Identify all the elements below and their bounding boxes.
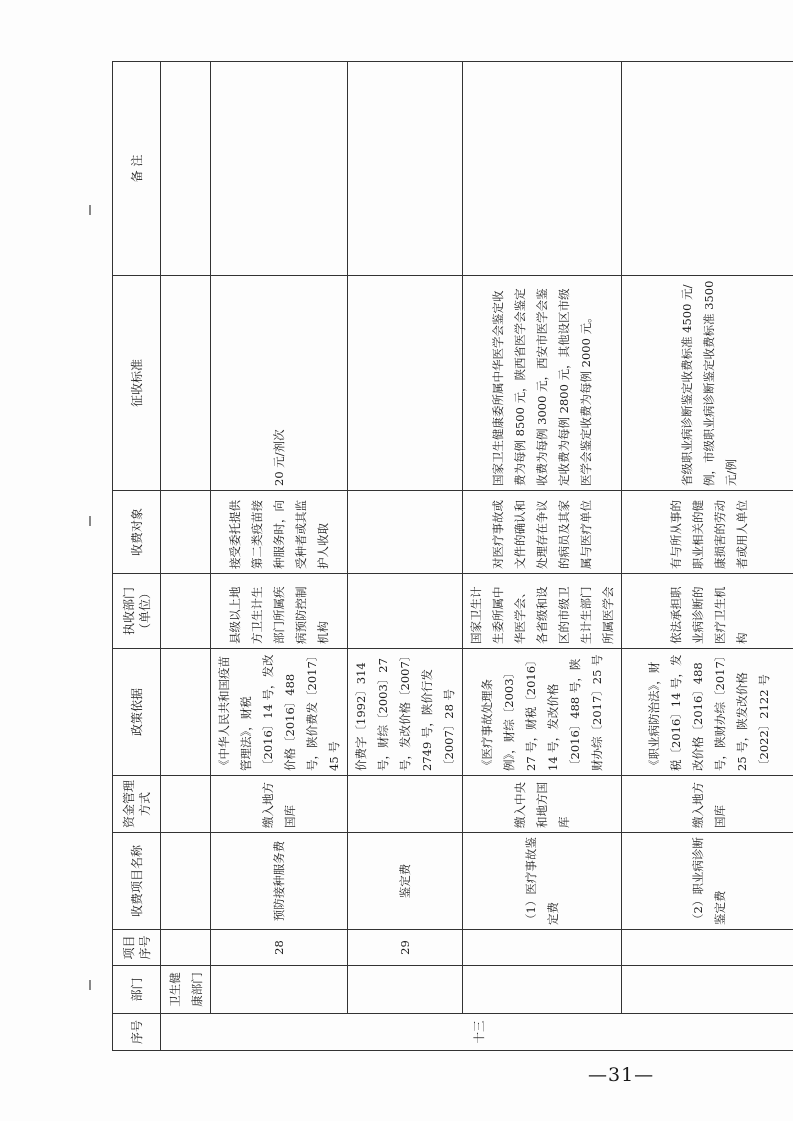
item-number	[622, 930, 793, 966]
department-cell: 卫生健康部门	[161, 966, 211, 1014]
fee-target	[348, 491, 463, 574]
fee-target: 对医疗事故或文件的确认和处理存在争议的病员及其家属与医疗单位	[463, 491, 622, 574]
policy-basis: 价费字〔1992〕314 号，财综〔2003〕27 号，发改价格〔2007〕2749 号，陕价行发〔2007〕28 号	[348, 649, 463, 776]
fee-standard: 省级职业病诊断鉴定收费标准 4500 元/例，市级职业病诊断鉴定收费标准 3500 元/例	[622, 276, 793, 491]
fund-mode: 缴入地方国库	[211, 776, 348, 833]
fund-mode: 缴入地方国库	[622, 776, 793, 833]
fee-table-rotated	[112, 154, 771, 1051]
binding-margin-mark	[89, 980, 91, 990]
binding-margin-mark	[89, 205, 91, 215]
fund-mode: 缴入中央和地方国库	[463, 776, 622, 833]
item-number: 29	[348, 930, 463, 966]
header-cell: 项目序号	[113, 930, 161, 966]
header-cell: 收费对象	[113, 491, 161, 574]
fee-standard: 国家卫生健康委所属中华医学会鉴定收费为每例 8500 元，陕西省医学会鉴定收费为每例 3000 元，西安市医学会鉴定收费为每例 2800 元，其他设区市级医学会鉴定收费为每例 2000 元。	[463, 276, 622, 491]
header-cell: 征收标准	[113, 276, 161, 491]
fund-mode	[348, 776, 463, 833]
section-index: 十三	[161, 1014, 793, 1051]
header-cell: 部门	[113, 966, 161, 1014]
table-row	[211, 62, 348, 1051]
fee-target: 接受委托提供第二类疫苗接种服务时，向受种者或其监护人收取	[211, 491, 348, 574]
header-cell: 政策依据	[113, 649, 161, 776]
remark	[463, 62, 622, 276]
fee-standard: 20 元/剂次	[211, 276, 348, 491]
table-row	[161, 62, 211, 1051]
item-name: 预防接种服务费	[211, 833, 348, 930]
item-number	[463, 930, 622, 966]
table-row	[463, 62, 622, 1051]
fee-schedule-table	[112, 61, 793, 1051]
collector-unit: 依法承担职业病诊断的医疗卫生机构	[622, 574, 793, 649]
header-cell: 序号	[113, 1014, 161, 1051]
policy-basis: 《职业病防治法》，财税〔2016〕14 号，发改价格〔2016〕488 号，陕财办综〔2017〕25 号，陕发改价格〔2022〕2122 号	[622, 649, 793, 776]
item-name: 鉴定费	[348, 833, 463, 930]
header-cell: 备 注	[113, 62, 161, 276]
item-name: （1）医疗事故鉴定费	[463, 833, 622, 930]
remark	[211, 62, 348, 276]
collector-unit: 国家卫生计生委所属中华医学会、各省级和设区的市级卫生计生部门所属医学会	[463, 574, 622, 649]
remark	[622, 62, 793, 276]
collector-unit	[348, 574, 463, 649]
header-cell: 执收部门（单位）	[113, 574, 161, 649]
policy-basis: 《中华人民共和国疫苗管理法》，财税〔2016〕14 号，发改价格〔2016〕488 号，陕价费发〔2017〕45 号	[211, 649, 348, 776]
table-row	[348, 62, 463, 1051]
item-name: （2）职业病诊断鉴定费	[622, 833, 793, 930]
table-row	[622, 62, 793, 1051]
page-number: —31—	[588, 1064, 655, 1086]
collector-unit: 县级以上地方卫生计生部门所属疾病预防控制机构	[211, 574, 348, 649]
fee-target: 有与所从事的职业相关的健康损害的劳动者或用人单位	[622, 491, 793, 574]
remark	[348, 62, 463, 276]
header-cell: 资金管理方式	[113, 776, 161, 833]
item-number: 28	[211, 930, 348, 966]
table-header-row	[113, 62, 161, 1051]
header-cell: 收费项目名称	[113, 833, 161, 930]
fee-standard	[348, 276, 463, 491]
policy-basis: 《医疗事故处理条例》，财综〔2003〕27 号，财税〔2016〕14 号，发改价格〔2016〕488 号，陕财办综〔2017〕25 号	[463, 649, 622, 776]
binding-margin-mark	[89, 516, 91, 526]
